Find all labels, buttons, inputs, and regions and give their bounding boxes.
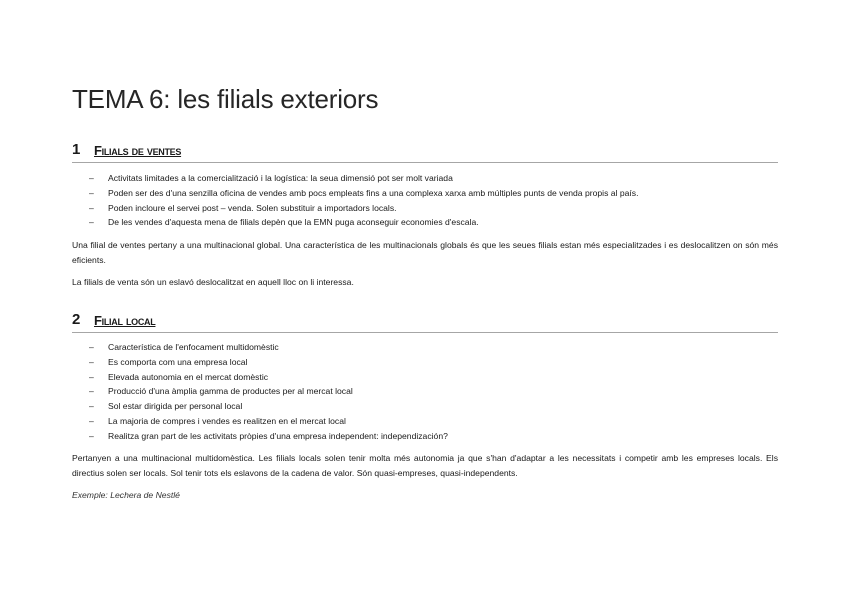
bullet-list-filial-local bbox=[72, 340, 778, 444]
bullet-list-filials-de-ventes bbox=[72, 171, 778, 230]
bullet-dash: – bbox=[89, 430, 94, 441]
bullet-dash: – bbox=[89, 202, 94, 213]
list-item: – Poden ser des d'una senzilla oficina de vendes amb pocs empleats fins a una complexa xarxa amb múltiples punts de venda propis al país. bbox=[72, 186, 778, 201]
paragraph: Pertanyen a una multinacional multidomèstica. Les filials locals solen tenir molta més autonomia ja que s'han d'adaptar a les necessitats i competir amb les empreses locals. Els directius solen ser locals. Sol tenir tots els eslavons de la cadena de valor. Són quasi-empreses, quasi-independents. bbox=[72, 453, 778, 478]
bullet-dash: – bbox=[89, 217, 94, 228]
section-number: 2 bbox=[72, 311, 81, 328]
list-item: – Activitats limitades a la comercialització i la logística: la seua dimensió pot ser molt variada bbox=[72, 171, 778, 186]
section-heading-filials-de-ventes bbox=[72, 140, 778, 163]
bullet-dash: – bbox=[89, 187, 94, 198]
list-item: – Sol estar dirigida per personal local bbox=[72, 399, 778, 414]
bullet-dash: – bbox=[89, 415, 94, 426]
paragraph: Una filial de ventes pertany a una multinacional global. Una característica de les multinacionals globals és que les seues filials estan més especialitzades i es deslocalitzen on són més eficients. bbox=[72, 240, 778, 265]
list-item: – Es comporta com una empresa local bbox=[72, 355, 778, 370]
example-note: Exemple: Lechera de Nestlé bbox=[72, 490, 180, 500]
list-item: – Realitza gran part de les activitats pròpies d'una empresa independent: independización? bbox=[72, 429, 778, 444]
list-item: – La majoria de compres i vendes es realitzen en el mercat local bbox=[72, 414, 778, 429]
bullet-dash: – bbox=[89, 356, 94, 367]
bullet-dash: – bbox=[89, 371, 94, 382]
page-title: TEMA 6: les filials exteriors bbox=[72, 84, 379, 114]
list-item: – Poden incloure el servei post – venda. Solen substituir a importadors locals. bbox=[72, 201, 778, 216]
paragraph: La filials de venta són un eslavó deslocalitzat en aquell lloc on li interessa. bbox=[72, 277, 354, 287]
section-heading-filial-local bbox=[72, 310, 778, 333]
bullet-dash: – bbox=[89, 386, 94, 397]
section-title: Filial local bbox=[94, 313, 156, 328]
bullet-dash: – bbox=[89, 401, 94, 412]
list-item: – Producció d'una àmplia gamma de productes per al mercat local bbox=[72, 384, 778, 399]
list-item: – De les vendes d'aquesta mena de filials depèn que la EMN puga aconseguir economies d'escala. bbox=[72, 215, 778, 230]
bullet-dash: – bbox=[89, 342, 94, 352]
section-title: Filials de ventes bbox=[94, 143, 182, 158]
list-item: – Elevada autonomia en el mercat domèstic bbox=[72, 370, 778, 385]
list-item: – Característica de l'enfocament multidomèstic bbox=[72, 340, 778, 355]
bullet-dash: – bbox=[89, 173, 94, 183]
section-number: 1 bbox=[72, 141, 81, 158]
